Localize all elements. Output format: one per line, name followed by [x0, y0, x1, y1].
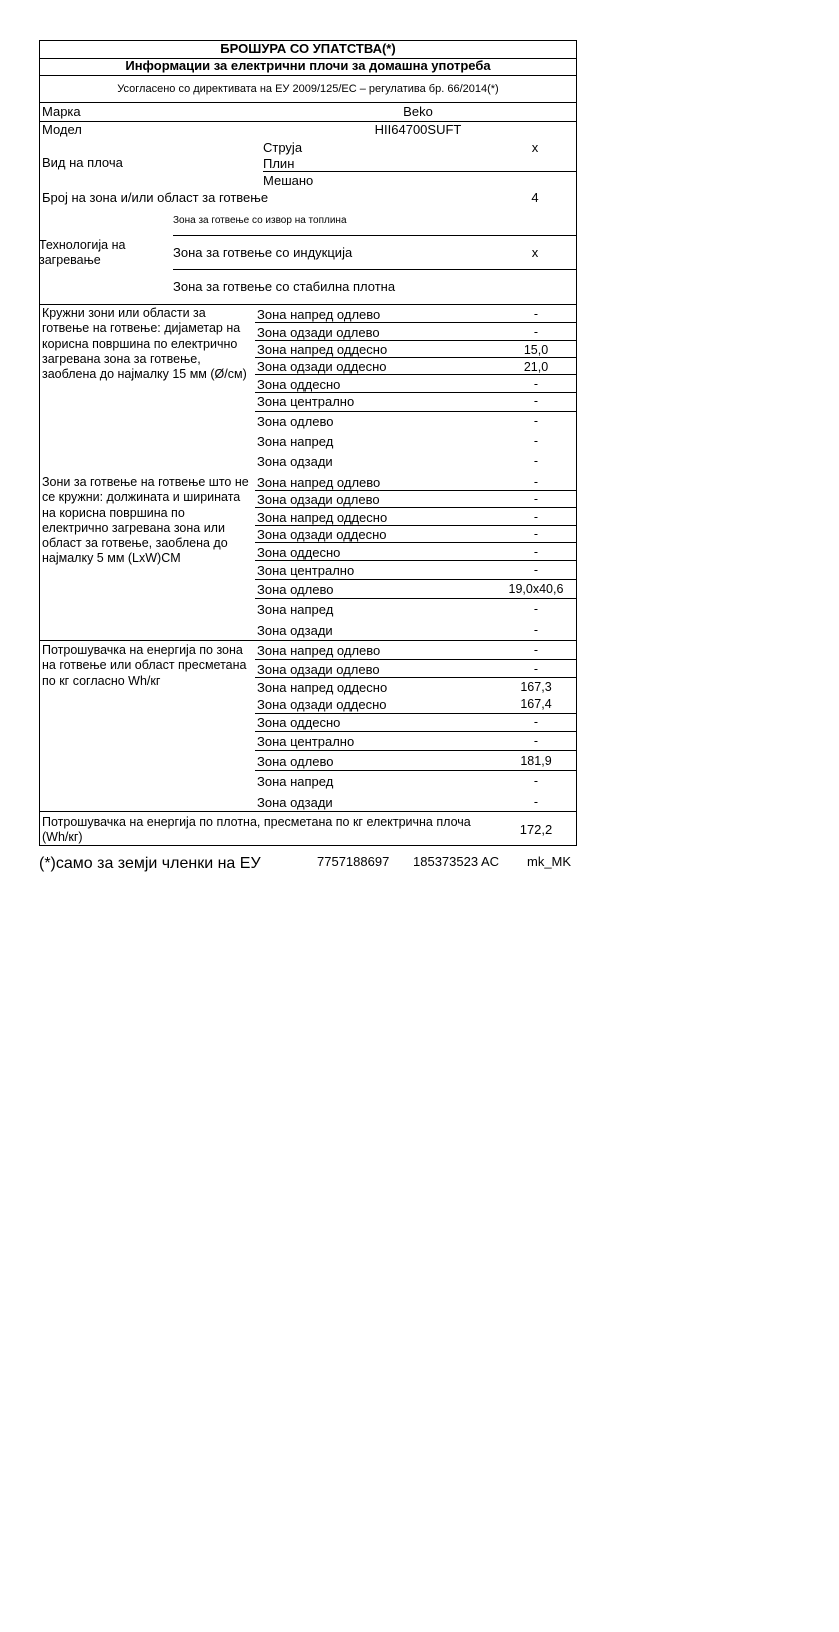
zone-label: Зона оддесно	[257, 377, 341, 392]
brand-label: Марка	[42, 104, 81, 119]
zone-label: Зона одзади одлево	[257, 492, 380, 507]
zone-label: Зона напред	[257, 434, 334, 449]
zone-value: -	[533, 795, 539, 809]
zone-value: -	[533, 545, 539, 559]
plate-option-electric: Струја	[263, 140, 303, 155]
zone-label: Зона централно	[257, 394, 355, 409]
divider	[255, 560, 577, 561]
brochure-subtitle: Информации за електрични плочи за домашна употреба	[125, 58, 491, 73]
divider	[39, 121, 577, 122]
divider	[255, 750, 577, 751]
heat-option-induction: Зона за готвење со индукција	[173, 245, 353, 260]
divider	[39, 304, 577, 305]
zone-label: Зона напред оддесно	[257, 342, 388, 357]
zone-value: -	[533, 307, 539, 321]
zone-label: Зона централно	[257, 563, 355, 578]
energy-zones-label: Потрошувачка на енергија по зона на готвење или област пресметана по кг согласно Wh/кг	[42, 643, 247, 688]
divider	[255, 731, 577, 732]
zone-count-value: 4	[531, 190, 539, 205]
zone-value: -	[533, 475, 539, 489]
divider	[255, 677, 577, 678]
footer-code-2: 185373523 AC	[413, 854, 500, 869]
zone-label: Зона напред	[257, 774, 334, 789]
zone-value: -	[533, 715, 539, 729]
divider	[255, 340, 577, 341]
zone-label: Зона одзади одлево	[257, 662, 380, 677]
divider	[255, 374, 577, 375]
zone-value: -	[533, 662, 539, 676]
zone-value: -	[533, 414, 539, 428]
plate-option-gas: Плин	[263, 156, 295, 171]
divider	[255, 598, 577, 599]
zone-value: -	[533, 454, 539, 468]
zone-label: Зона напред оддесно	[257, 510, 388, 525]
table-border-left	[39, 40, 40, 845]
zone-value: -	[533, 602, 539, 616]
heat-option-heat-source: Зона за готвење со извор на топлина	[173, 215, 347, 226]
divider	[255, 411, 577, 412]
heat-option-induction-value: x	[531, 245, 539, 260]
zone-value: -	[533, 377, 539, 391]
plate-type-label: Вид на плоча	[42, 155, 123, 170]
zone-value: -	[533, 394, 539, 408]
zone-label: Зона централно	[257, 734, 355, 749]
regulation-text: Усогласено со директивата на ЕУ 2009/125/ЕС – регулатива бр. 66/2014(*)	[117, 83, 499, 95]
divider	[173, 269, 577, 270]
divider	[255, 659, 577, 660]
noncircular-zones-label: Зони за готвење на готвење што не се кружни: должината и ширината на корисна површина по електрично загревана зона или област за готвење, заоблена до најмалку 5 мм (LxW)CM	[42, 475, 249, 566]
zone-value: -	[533, 623, 539, 637]
zone-label: Зона одзади	[257, 454, 333, 469]
divider	[255, 770, 577, 771]
plate-option-mixed: Мешано	[263, 173, 314, 188]
zone-label: Зона оддесно	[257, 715, 341, 730]
zone-label: Зона напред оддесно	[257, 680, 388, 695]
plate-option-electric-value: x	[531, 140, 539, 155]
footer-locale: mk_MK	[527, 854, 572, 869]
divider	[255, 579, 577, 580]
zone-value: 19,0x40,6	[508, 582, 564, 596]
zone-label: Зона напред одлево	[257, 475, 381, 490]
zone-value: -	[533, 510, 539, 524]
footer-code-1: 7757188697	[317, 854, 390, 869]
zone-label: Зона напред одлево	[257, 643, 381, 658]
zone-value: -	[533, 643, 539, 657]
energy-total-value: 172,2	[519, 822, 553, 837]
zone-value: -	[533, 774, 539, 788]
divider	[255, 392, 577, 393]
zone-label: Зона одзади одлево	[257, 325, 380, 340]
zone-label: Зона одлево	[257, 414, 334, 429]
divider	[255, 713, 577, 714]
zone-label: Зона одзади оддесно	[257, 527, 387, 542]
zone-label: Зона напред одлево	[257, 307, 381, 322]
zone-label: Зона одлево	[257, 582, 334, 597]
heat-option-solid-plate: Зона за готвење со стабилна плотна	[173, 279, 396, 294]
divider	[255, 542, 577, 543]
zone-label: Зона одзади	[257, 623, 333, 638]
zone-value: -	[533, 734, 539, 748]
zone-value: -	[533, 527, 539, 541]
zone-label: Зона одлево	[257, 754, 334, 769]
energy-total-label: Потрошувачка на енергија по плотна, пресметана по кг електрична плоча (Wh/кг)	[42, 815, 471, 845]
zone-value: 15,0	[523, 343, 549, 357]
zone-value: 181,9	[520, 754, 552, 768]
divider	[255, 525, 577, 526]
brochure-title: БРОШУРА СО УПАТСТВА(*)	[220, 41, 396, 56]
zone-value: -	[533, 325, 539, 339]
zone-label: Зона оддесно	[257, 545, 341, 560]
divider	[39, 75, 577, 76]
zone-value: 21,0	[523, 360, 549, 374]
zone-value: 167,3	[520, 680, 552, 694]
divider	[255, 507, 577, 508]
zone-value: -	[533, 434, 539, 448]
zone-value: -	[533, 492, 539, 506]
divider	[255, 322, 577, 323]
divider	[39, 640, 577, 641]
zone-value: -	[533, 563, 539, 577]
divider	[255, 490, 577, 491]
divider	[39, 811, 577, 812]
divider	[263, 171, 577, 172]
brand-value: Beko	[403, 104, 433, 119]
divider	[39, 102, 577, 103]
zone-label: Зона одзади оддесно	[257, 697, 387, 712]
zone-label: Зона одзади оддесно	[257, 359, 387, 374]
zone-label: Зона одзади	[257, 795, 333, 810]
zone-value: 167,4	[520, 697, 552, 711]
divider	[255, 357, 577, 358]
zone-label: Зона напред	[257, 602, 334, 617]
heating-tech-label: Технологија на загревање	[39, 238, 126, 268]
footer-note: (*)само за земји членки на ЕУ	[39, 855, 261, 872]
circular-zones-label: Кружни зони или области за готвење на готвење: дијаметар на корисна површина по електрично загревана зона за готвење, заоблена до најмалку 15 мм (Ø/см)	[42, 306, 247, 382]
table-border-right	[576, 40, 577, 845]
model-label: Модел	[42, 122, 82, 137]
zone-count-label: Број на зона и/или област за готвење	[42, 190, 269, 205]
divider	[173, 235, 577, 236]
model-value: HII64700SUFT	[374, 122, 462, 137]
